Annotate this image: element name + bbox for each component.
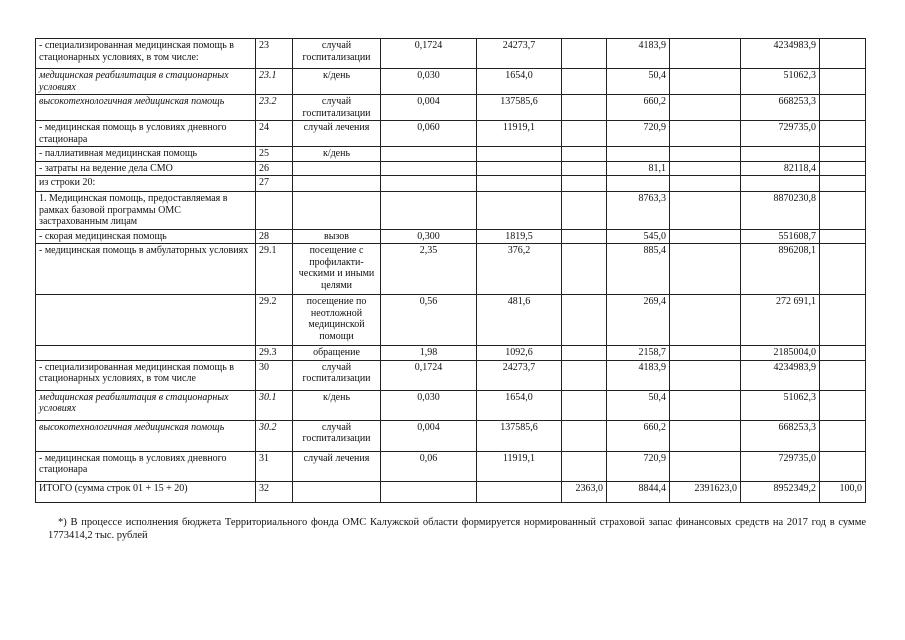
value-cell-6	[562, 451, 607, 481]
row-name-cell: 1. Медицинская помощь, предоставляемая в рамках базовой программы ОМС застрахованным лицам	[36, 192, 256, 230]
value-cell-10	[820, 95, 866, 121]
value-cell-9: 51062,3	[741, 390, 820, 420]
value-cell-7: 660,2	[607, 420, 670, 451]
unit-cell: случай госпитализации	[293, 420, 381, 451]
value-cell-7: 50,4	[607, 69, 670, 95]
data-table	[35, 38, 866, 503]
cost-cell: 481,6	[477, 295, 562, 346]
volume-cell	[381, 481, 477, 502]
row-number-cell: 25	[256, 147, 293, 162]
value-cell-9	[741, 147, 820, 162]
value-cell-8	[670, 147, 741, 162]
value-cell-9: 8870230,8	[741, 192, 820, 230]
row-number-cell: 27	[256, 176, 293, 192]
value-cell-10	[820, 229, 866, 244]
value-cell-6	[562, 420, 607, 451]
value-cell-9: 51062,3	[741, 69, 820, 95]
row-name-cell: высокотехнологичная медицинская помощь	[36, 420, 256, 451]
volume-cell: 0,300	[381, 229, 477, 244]
value-cell-9: 668253,3	[741, 420, 820, 451]
value-cell-7	[607, 147, 670, 162]
value-cell-9: 8952349,2	[741, 481, 820, 502]
unit-cell: случай лечения	[293, 121, 381, 147]
table-row	[36, 229, 866, 244]
value-cell-7: 50,4	[607, 390, 670, 420]
unit-cell: обращение	[293, 346, 381, 361]
row-name-cell: - скорая медицинская помощь	[36, 229, 256, 244]
volume-cell	[381, 192, 477, 230]
cost-cell	[477, 161, 562, 176]
unit-cell: посещение по неотложной медицинской помощи	[293, 295, 381, 346]
value-cell-7: 4183,9	[607, 360, 670, 390]
volume-cell: 0,1724	[381, 39, 477, 69]
row-name-cell	[36, 295, 256, 346]
row-number-cell	[256, 192, 293, 230]
value-cell-10	[820, 360, 866, 390]
table-row	[36, 176, 866, 192]
value-cell-10	[820, 176, 866, 192]
row-number-cell: 28	[256, 229, 293, 244]
row-name-cell: - специализированная медицинская помощь в стационарных условиях, в том числе:	[36, 39, 256, 69]
row-number-cell: 23.1	[256, 69, 293, 95]
value-cell-7: 545,0	[607, 229, 670, 244]
value-cell-8	[670, 161, 741, 176]
value-cell-9: 668253,3	[741, 95, 820, 121]
row-number-cell: 26	[256, 161, 293, 176]
row-number-cell: 23.2	[256, 95, 293, 121]
table-row	[36, 346, 866, 361]
unit-cell: случай лечения	[293, 451, 381, 481]
value-cell-6	[562, 121, 607, 147]
value-cell-10	[820, 295, 866, 346]
value-cell-7: 8844,4	[607, 481, 670, 502]
row-name-cell: высокотехнологичная медицинская помощь	[36, 95, 256, 121]
value-cell-6	[562, 176, 607, 192]
unit-cell: вызов	[293, 229, 381, 244]
cost-cell: 1654,0	[477, 69, 562, 95]
unit-cell	[293, 481, 381, 502]
value-cell-7: 81,1	[607, 161, 670, 176]
value-cell-10	[820, 420, 866, 451]
row-name-cell: - специализированная медицинская помощь в стационарных условиях, в том числе	[36, 360, 256, 390]
value-cell-8	[670, 95, 741, 121]
value-cell-7	[607, 176, 670, 192]
unit-cell: случай госпитализации	[293, 95, 381, 121]
cost-cell: 24273,7	[477, 360, 562, 390]
value-cell-8	[670, 390, 741, 420]
unit-cell: к/день	[293, 390, 381, 420]
value-cell-6	[562, 229, 607, 244]
value-cell-8	[670, 244, 741, 295]
value-cell-7: 4183,9	[607, 39, 670, 69]
value-cell-9: 4234983,9	[741, 39, 820, 69]
value-cell-7: 269,4	[607, 295, 670, 346]
value-cell-7: 885,4	[607, 244, 670, 295]
table-row	[36, 121, 866, 147]
cost-cell: 137585,6	[477, 95, 562, 121]
value-cell-10	[820, 346, 866, 361]
cost-cell	[477, 147, 562, 162]
unit-cell: случай госпитализации	[293, 39, 381, 69]
value-cell-6: 2363,0	[562, 481, 607, 502]
unit-cell: к/день	[293, 147, 381, 162]
value-cell-6	[562, 147, 607, 162]
table-row	[36, 451, 866, 481]
unit-cell: к/день	[293, 69, 381, 95]
value-cell-9: 272 691,1	[741, 295, 820, 346]
cost-cell	[477, 176, 562, 192]
value-cell-10: 100,0	[820, 481, 866, 502]
volume-cell: 0,004	[381, 420, 477, 451]
cost-cell: 1092,6	[477, 346, 562, 361]
value-cell-8	[670, 420, 741, 451]
table-row	[36, 360, 866, 390]
value-cell-10	[820, 39, 866, 69]
value-cell-8	[670, 346, 741, 361]
row-number-cell: 30.1	[256, 390, 293, 420]
volume-cell: 1,98	[381, 346, 477, 361]
cost-cell: 24273,7	[477, 39, 562, 69]
value-cell-6	[562, 360, 607, 390]
value-cell-10	[820, 192, 866, 230]
row-number-cell: 31	[256, 451, 293, 481]
volume-cell: 0,06	[381, 451, 477, 481]
row-number-cell: 32	[256, 481, 293, 502]
cost-cell: 11919,1	[477, 451, 562, 481]
value-cell-6	[562, 192, 607, 230]
cost-cell: 1819,5	[477, 229, 562, 244]
row-name-cell: - медицинская помощь в условиях дневного стационара	[36, 451, 256, 481]
value-cell-7: 2158,7	[607, 346, 670, 361]
value-cell-10	[820, 390, 866, 420]
footnote: *) В процессе исполнения бюджета Территориального фонда ОМС Калужской области формируется нормированный страховой запас финансовых средств на 2017 год в сумме 1773414,2 тыс. рублей	[48, 517, 866, 541]
row-number-cell: 29.1	[256, 244, 293, 295]
unit-cell	[293, 192, 381, 230]
value-cell-9: 729735,0	[741, 121, 820, 147]
table-row	[36, 39, 866, 69]
cost-cell	[477, 192, 562, 230]
value-cell-6	[562, 244, 607, 295]
cost-cell: 11919,1	[477, 121, 562, 147]
value-cell-10	[820, 161, 866, 176]
row-name-cell: ИТОГО (сумма строк 01 + 15 + 20)	[36, 481, 256, 502]
row-name-cell	[36, 346, 256, 361]
row-name-cell: медицинская реабилитация в стационарных условиях	[36, 69, 256, 95]
table-row	[36, 192, 866, 230]
row-number-cell: 24	[256, 121, 293, 147]
value-cell-10	[820, 121, 866, 147]
unit-cell: случай госпитализации	[293, 360, 381, 390]
row-number-cell: 29.3	[256, 346, 293, 361]
value-cell-7: 720,9	[607, 451, 670, 481]
table-row	[36, 95, 866, 121]
volume-cell: 0,030	[381, 390, 477, 420]
table-row	[36, 147, 866, 162]
value-cell-8	[670, 39, 741, 69]
row-number-cell: 29.2	[256, 295, 293, 346]
value-cell-9: 896208,1	[741, 244, 820, 295]
value-cell-8	[670, 192, 741, 230]
value-cell-8: 2391623,0	[670, 481, 741, 502]
row-name-cell: - паллиативная медицинская помощь	[36, 147, 256, 162]
value-cell-6	[562, 69, 607, 95]
table-row	[36, 390, 866, 420]
value-cell-8	[670, 360, 741, 390]
value-cell-8	[670, 229, 741, 244]
unit-cell	[293, 176, 381, 192]
value-cell-6	[562, 295, 607, 346]
volume-cell	[381, 161, 477, 176]
table-row	[36, 244, 866, 295]
value-cell-9: 4234983,9	[741, 360, 820, 390]
value-cell-8	[670, 69, 741, 95]
value-cell-6	[562, 390, 607, 420]
value-cell-9: 82118,4	[741, 161, 820, 176]
volume-cell	[381, 147, 477, 162]
volume-cell: 0,1724	[381, 360, 477, 390]
value-cell-9: 729735,0	[741, 451, 820, 481]
row-number-cell: 23	[256, 39, 293, 69]
value-cell-9: 551608,7	[741, 229, 820, 244]
row-number-cell: 30	[256, 360, 293, 390]
value-cell-6	[562, 39, 607, 69]
value-cell-10	[820, 244, 866, 295]
value-cell-9: 2185004,0	[741, 346, 820, 361]
cost-cell: 1654,0	[477, 390, 562, 420]
value-cell-10	[820, 451, 866, 481]
value-cell-6	[562, 95, 607, 121]
row-name-cell: из строки 20:	[36, 176, 256, 192]
volume-cell: 0,030	[381, 69, 477, 95]
table-row	[36, 481, 866, 502]
volume-cell: 0,060	[381, 121, 477, 147]
volume-cell	[381, 176, 477, 192]
volume-cell: 2,35	[381, 244, 477, 295]
cost-cell: 137585,6	[477, 420, 562, 451]
table-row	[36, 161, 866, 176]
value-cell-8	[670, 121, 741, 147]
value-cell-10	[820, 69, 866, 95]
table-row	[36, 420, 866, 451]
cost-cell: 376,2	[477, 244, 562, 295]
table-row	[36, 295, 866, 346]
table-body	[36, 39, 866, 503]
unit-cell	[293, 161, 381, 176]
row-name-cell: - медицинская помощь в амбулаторных условиях	[36, 244, 256, 295]
value-cell-8	[670, 295, 741, 346]
value-cell-8	[670, 451, 741, 481]
value-cell-8	[670, 176, 741, 192]
value-cell-10	[820, 147, 866, 162]
row-name-cell: - медицинская помощь в условиях дневного стационара	[36, 121, 256, 147]
row-number-cell: 30.2	[256, 420, 293, 451]
unit-cell: посещение с профилакти-ческими и иными целями	[293, 244, 381, 295]
value-cell-7: 660,2	[607, 95, 670, 121]
row-name-cell: - затраты на ведение дела СМО	[36, 161, 256, 176]
value-cell-6	[562, 161, 607, 176]
row-name-cell: медицинская реабилитация в стационарных условиях	[36, 390, 256, 420]
value-cell-7: 8763,3	[607, 192, 670, 230]
table-row	[36, 69, 866, 95]
volume-cell: 0,56	[381, 295, 477, 346]
volume-cell: 0,004	[381, 95, 477, 121]
cost-cell	[477, 481, 562, 502]
value-cell-7: 720,9	[607, 121, 670, 147]
value-cell-9	[741, 176, 820, 192]
value-cell-6	[562, 346, 607, 361]
